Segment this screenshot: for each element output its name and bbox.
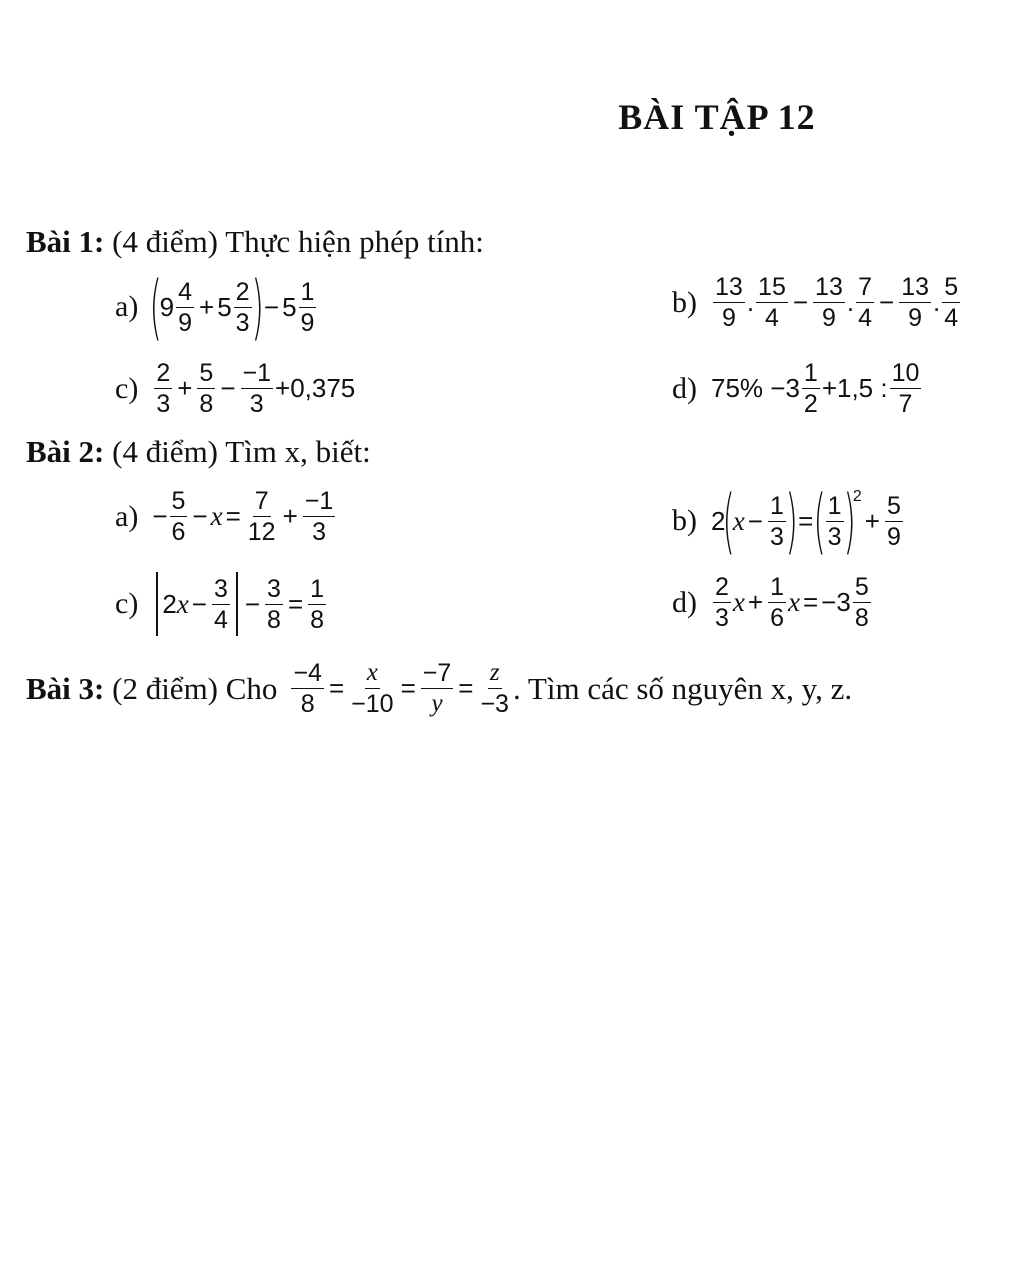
exercise-1c-expression: 2 3 + $\frac{5}{8}$ − $\frac{-1}{3}$ +0,375 xyxy=(156,359,356,418)
exercise-2a-expression: − 5 6 − x = $\frac{7}{12}$ + $\frac{-1}{3}$ xyxy=(152,487,334,546)
exercise-2a-label: a) xyxy=(115,499,139,533)
exercise-1a xyxy=(115,266,318,348)
exercise-1a-label: a) xyxy=(115,290,139,323)
exercise-2-instruction: (4 điểm) Tìm x, biết: xyxy=(104,434,371,469)
exercise-1d-expression: 75% −3 1 2 +1,5 : 10 7 xyxy=(711,359,920,418)
exercise-3-heading xyxy=(26,671,277,707)
exercise-3-number: Bài 3: xyxy=(26,670,105,706)
exercise-1d-label: d) xyxy=(672,371,697,405)
exercise-1c-label: c) xyxy=(115,371,139,405)
exercise-2b xyxy=(672,480,905,562)
exercise-2c-label: c) xyxy=(115,587,139,620)
exercise-2b-expression: 2 ( x − $\frac{1}{3}$ ) = ( 1 3 ) 2 + $\frac{5}{9}$ xyxy=(711,480,901,562)
exercise-2c xyxy=(115,572,328,636)
exercise-1b-expression: 13 9 . 15 4 − $\frac{13}{9}$ . 7 4 − $\frac{13}{9}$ . 5 4 xyxy=(715,273,959,332)
exercise-3-instruction: (2 điểm) Cho xyxy=(104,670,278,706)
exercise-3-question: . Tìm các số nguyên x, y, z. xyxy=(512,670,853,706)
exercise-3-proportion: $\frac{-4}{8}$ = $\frac{x}{-10}$ = $\frac{-7}{y}$ = $\frac{z}{-3}$ xyxy=(293,659,509,718)
exercise-2a xyxy=(115,486,337,547)
exercise-1c xyxy=(115,358,355,419)
exercise-1a-expression: ( 9 4 9 + 5 $\frac{2}{3}$ ) − 5 $\frac{1}{9}$ xyxy=(149,266,315,348)
page-title: BÀI TẬP 12 xyxy=(618,97,816,137)
exercise-3 xyxy=(26,658,852,719)
exercise-2d-label: d) xyxy=(672,585,697,619)
exercise-2d-expression: 2 3 x + $\frac{1}{6}$ x = −3 $\frac{5}{8}$ xyxy=(715,573,869,632)
exercise-1b xyxy=(672,272,962,333)
exercise-1-heading xyxy=(26,224,484,260)
exercise-1-number: Bài 1: xyxy=(26,224,105,259)
exercise-2b-label: b) xyxy=(672,504,697,537)
exercise-1d-mid: +1,5 : xyxy=(821,373,888,403)
exercise-2-heading xyxy=(26,434,371,470)
exercise-2-number: Bài 2: xyxy=(26,434,105,469)
exercise-1d xyxy=(672,358,923,419)
exercise-1c-tail: +0,375 xyxy=(275,373,356,403)
exercise-1-instruction: (4 điểm) Thực hiện phép tính: xyxy=(104,224,484,259)
exercise-2d xyxy=(672,572,873,633)
exercise-1d-head: 75% −3 xyxy=(711,373,800,403)
exercise-1b-label: b) xyxy=(672,285,697,319)
exercise-2c-expression: 2 x − $\frac{3}{4}$ − $\frac{3}{8}$ = $\frac{1}{8}$ xyxy=(152,572,328,636)
